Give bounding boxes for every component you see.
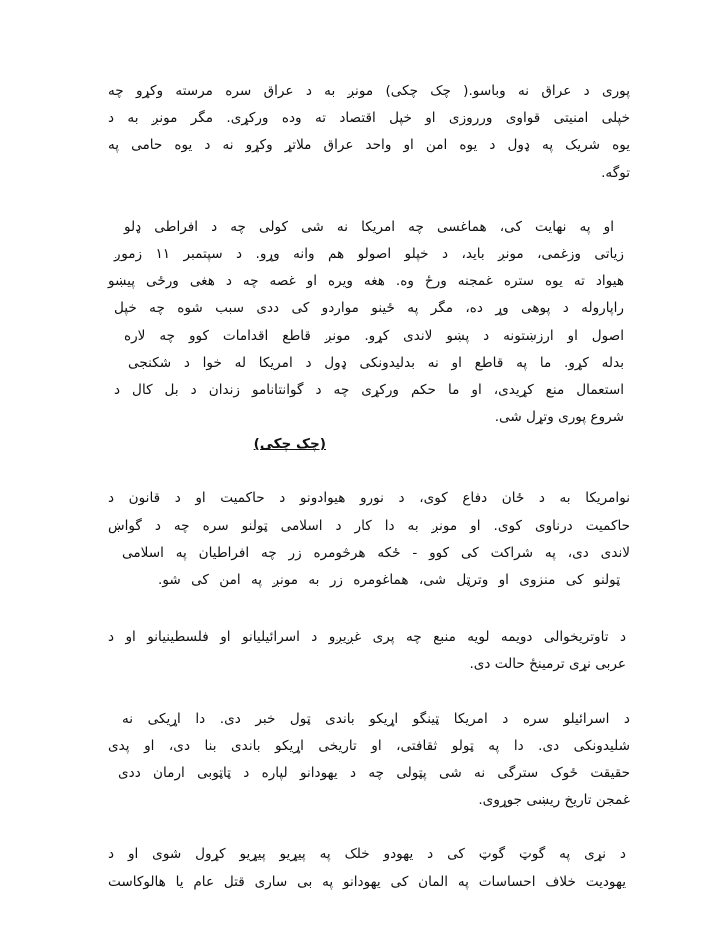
document-page: [108, 78, 630, 896]
text-line: نوامریکا به د ځان دفاع کوی، د نورو هیوادونو د حاکمیت او د قانون د: [108, 490, 630, 507]
paragraph-2: [108, 214, 630, 459]
paragraph-gap: [108, 679, 630, 706]
text-line: او په نهایت کی، هماغسی چه امریکا نه شی کولی چه د افراطی ډلو: [124, 218, 614, 235]
text-line: حقیقت ځوک سترگی نه شی پټولی چه د یهودانو لپاره د ټاټوبی ارمان ددی: [118, 764, 630, 781]
text-line: عربی نړی ترمینځ حالت دی.: [469, 656, 626, 673]
text-line: استعمال منع کړیدی، او ما حکم ورکړی چه د گوانتانامو زندان د بل کال د: [114, 381, 624, 398]
text-line: شروع پوری وتړل شی.: [494, 409, 624, 426]
text-line: خپلی امنیتی قواوی ورروزی او خپل اقتصاد ته وده ورکړی. مگر مونږ به د: [108, 110, 630, 127]
text-line: غمجن تاریخ ریښی جوړوی.: [478, 792, 630, 809]
paragraph-gap: [108, 187, 630, 214]
text-line: یهودیت خلاف احساسات په المان کی یهودانو په بی ساری قتل عام یا هالوکاست: [108, 873, 626, 890]
text-line: زیاتی وزغمی، مونږ باید، د خپلو اصولو هم وانه وړو. د سپتمبر ۱۱ زموږ: [114, 245, 624, 262]
text-line: توگه.: [601, 164, 630, 181]
text-line: حاکمیت درناوی کوی. او مونږ به دا کار د اسلامی ټولنو سره چه د گواښ: [108, 517, 630, 534]
text-line: د اسرائیلو سره د امریکا ټینگو اړیکو باندی ټول خبر دی. دا اړیکی نه: [122, 710, 630, 727]
text-line: یوه شریک په ډول د یوه امن او واحد عراق ملاتړ وکړو نه د یوه حامی په: [108, 137, 630, 154]
text-line: لاندی دی، په شراکت کی کوو - ځکه هرڅومره زر چه افراطیان په اسلامی: [122, 544, 630, 561]
signature-line: [108, 431, 630, 458]
paragraph-gap: [108, 814, 630, 841]
text-line: پوری د عراق نه وباسو.( چک چکی) مونږ به د عراق سره مرسته وکړو چه: [108, 83, 630, 99]
applause-note: (چک چکی): [253, 436, 326, 453]
paragraph-3: [108, 485, 630, 594]
text-line: ټولنو کی منزوی او وترټل شی، هماغومره زر به مونږ په امن کی شو.: [158, 572, 620, 588]
text-line: هیواد ته یوه ستره غمجنه ورځ وه. هغه ویره او غصه چه د هغی ورځی پیښو: [108, 273, 624, 290]
paragraph-6: [108, 841, 630, 895]
paragraph-5: [108, 706, 630, 815]
text-line: راپاروله د پوهی وړ ده، مگر په ځینو مواردو کی ددی سبب شوه چه خپل: [114, 300, 624, 317]
paragraph-1: [108, 78, 630, 187]
paragraph-4: [108, 624, 630, 678]
text-line: بدله کړو. ما په قاطع او نه بدلیدونکی ډول د امریکا له خوا د شکنجی: [128, 354, 624, 371]
paragraph-gap: [108, 458, 630, 485]
text-line: د تاوتریخوالی دویمه لویه منبع چه پری غږیږو د اسرائیلیانو او فلسطینیانو او د: [108, 629, 626, 646]
text-line: شلیدونکی دی. دا په ټولو ثقافتی، او تاریخی اړیکو باندی بنا دی، او پدی: [108, 737, 630, 754]
paragraph-gap: [108, 594, 630, 624]
text-line: اصول او ارزښتونه د پښو لاندی کړو. مونږ قاطع اقدامات کوو چه لاره: [124, 327, 624, 344]
text-line: د نړی په گوټ گوټ کی د یهودو خلک په پیړیو پیړیو کړول شوی او د: [108, 846, 626, 863]
